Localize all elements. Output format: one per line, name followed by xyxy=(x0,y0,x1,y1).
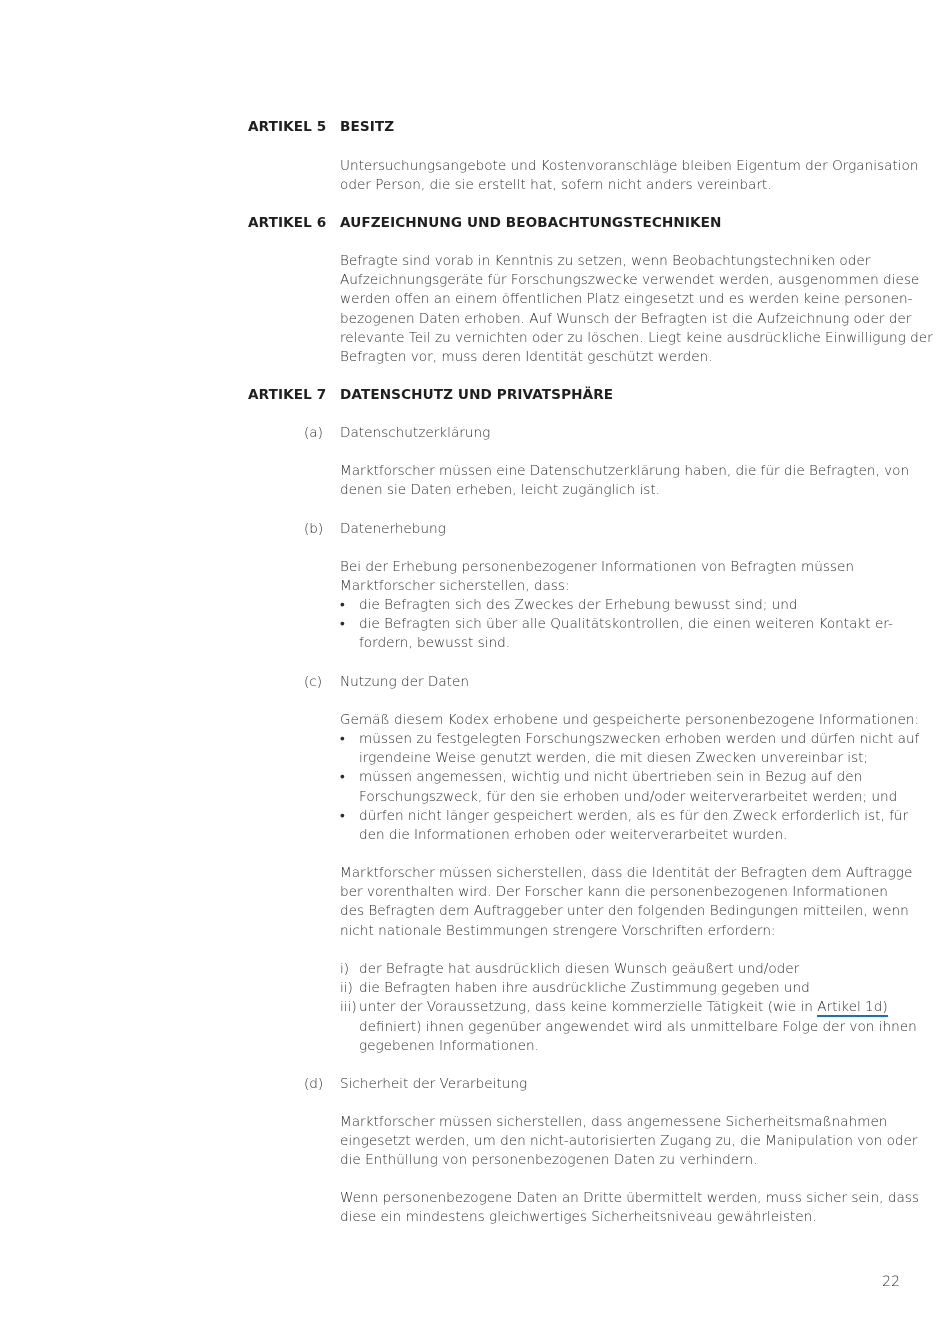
section-a-heading xyxy=(300,424,800,444)
section-label: (d) xyxy=(304,1076,324,1092)
article-1d-link[interactable]: Artikel 1d) xyxy=(817,999,888,1016)
bullet-icon: • xyxy=(340,597,345,613)
section-a-text xyxy=(340,462,910,500)
bullet-icon: • xyxy=(340,769,345,786)
text-line: die Befragten sich über alle Qualitätskontrollen, die einen weiteren Kontakt er- xyxy=(359,616,893,633)
text-line: denen sie Daten erheben, leicht zugänglich ist. xyxy=(340,482,660,499)
text-line: werden offen an einem öffentlichen Platz eingesetzt und es werden keine personen- xyxy=(340,291,913,308)
list-item xyxy=(340,979,900,998)
list-item xyxy=(340,960,900,979)
text-line: ber vorenthalten wird. Der Forscher kann die personenbezogenen Informationen xyxy=(340,884,888,901)
article-number: ARTIKEL 6 xyxy=(248,215,327,231)
section-title: Sicherheit der Verarbeitung xyxy=(340,1076,528,1092)
text-line: Forschungszweck, für den sie erhoben und/oder weiterverarbeitet werden; und xyxy=(359,788,898,805)
section-c-intro xyxy=(340,711,920,730)
text-line: der Befragte hat ausdrücklich diesen Wunsch geäußert und/oder xyxy=(359,961,800,977)
text-line: fordern, bewusst sind. xyxy=(359,635,511,652)
article-number: ARTIKEL 5 xyxy=(248,119,327,135)
section-c-bullet-list xyxy=(340,730,920,845)
section-b-bullet-list xyxy=(340,596,900,654)
text-line: Befragten vor, muss deren Identität geschützt werden. xyxy=(340,348,713,365)
text-line: Untersuchungsangebote und Kostenvoranschläge bleiben Eigentum der Organisation xyxy=(340,158,919,174)
text-line: Aufzeichnungsgeräte für Forschungszwecke verwendet werden, ausgenommen diese xyxy=(340,272,920,289)
section-label: (c) xyxy=(304,674,323,690)
list-item xyxy=(340,807,909,845)
text-line xyxy=(359,998,900,1017)
section-title: Nutzung der Daten xyxy=(340,674,469,690)
text-line: die Befragten sich des Zweckes der Erhebung bewusst sind; und xyxy=(359,597,798,613)
text-line: definiert) ihnen gegenüber angewendet wird als unmittelbare Folge der von ihnen xyxy=(359,1018,917,1035)
text-line: müssen angemessen, wichtig und nicht übertrieben sein in Bezug auf den xyxy=(359,769,863,786)
text-line: müssen zu festgelegten Forschungszwecken erhoben werden und dürfen nicht auf xyxy=(359,731,920,747)
article-7-heading xyxy=(248,386,928,406)
article-number: ARTIKEL 7 xyxy=(248,387,327,403)
list-number: i) xyxy=(340,961,350,977)
article-5-text xyxy=(340,157,919,195)
section-c-roman-list xyxy=(340,960,917,1056)
text-line: Marktforscher müssen eine Datenschutzerklärung haben, die für die Befragten, von xyxy=(340,463,910,479)
article-5-heading xyxy=(248,118,928,138)
text-line: Bei der Erhebung personenbezogener Informationen von Befragten müssen xyxy=(340,559,854,575)
text-line: relevante Teil zu vernichten oder zu löschen. Liegt keine ausdrückliche Einwilligung der xyxy=(340,329,933,346)
article-title: BESITZ xyxy=(340,119,395,135)
text-line: Wenn personenbezogene Daten an Dritte übermittelt werden, muss sicher sein, dass xyxy=(340,1190,919,1206)
text-line: Marktforscher müssen sicherstellen, dass angemessene Sicherheitsmaßnahmen xyxy=(340,1114,888,1130)
bullet-icon: • xyxy=(340,616,345,633)
article-6-text xyxy=(340,252,933,367)
page-number: 22 xyxy=(882,1274,900,1290)
text-line: bezogenen Daten erhoben. Auf Wunsch der Befragten ist die Aufzeichnung oder der xyxy=(340,310,912,327)
article-6-heading xyxy=(248,214,928,234)
bullet-icon: • xyxy=(340,807,345,824)
text-line: die Befragten haben ihre ausdrückliche Zustimmung gegeben und xyxy=(359,980,810,997)
section-d-paragraph-1 xyxy=(340,1113,918,1171)
section-title: Datenschutzerklärung xyxy=(340,425,491,441)
section-d-heading xyxy=(300,1075,800,1095)
text-fragment: unter der Voraussetzung, dass keine kommerzielle Tätigkeit (wie in xyxy=(359,999,818,1016)
text-line: nicht nationale Bestimmungen strengere Vorschriften erfordern: xyxy=(340,922,776,939)
text-line: Marktforscher müssen sicherstellen, dass die Identität der Befragten dem Auftragge xyxy=(340,865,913,881)
text-line: oder Person, die sie erstellt hat, sofern nicht anders vereinbart. xyxy=(340,177,772,194)
text-line: Befragte sind vorab in Kenntnis zu setzen, wenn Beobachtungstechniken oder xyxy=(340,253,871,269)
text-line: den die Informationen erhoben oder weiterverarbeitet wurden. xyxy=(359,826,788,843)
section-c-paragraph xyxy=(340,864,913,941)
text-line: eingesetzt werden, um den nicht-autorisierten Zugang zu, die Manipulation von oder xyxy=(340,1133,918,1150)
list-number: iii) xyxy=(340,999,357,1016)
section-b-intro xyxy=(340,558,900,596)
section-label: (b) xyxy=(304,521,324,537)
article-title: AUFZEICHNUNG UND BEOBACHTUNGSTECHNIKEN xyxy=(340,215,722,231)
list-number: ii) xyxy=(340,980,353,997)
text-line: die Enthüllung von personenbezogenen Daten zu verhindern. xyxy=(340,1152,758,1169)
text-line: Gemäß diesem Kodex erhobene und gespeicherte personenbezogene Informationen: xyxy=(340,712,920,728)
section-title: Datenerhebung xyxy=(340,521,446,537)
list-item xyxy=(340,768,900,806)
text-line: gegebenen Informationen. xyxy=(359,1037,539,1054)
list-item xyxy=(340,730,920,768)
text-line: dürfen nicht länger gespeichert werden, als es für den Zweck erforderlich ist, für xyxy=(359,807,909,824)
section-label: (a) xyxy=(304,425,323,441)
text-line: des Befragten dem Auftraggeber unter den folgenden Bedingungen mitteilen, wenn xyxy=(340,903,909,920)
section-b-heading xyxy=(300,520,800,540)
text-line: irgendeine Weise genutzt werden, die mit diesen Zwecken unvereinbar ist; xyxy=(359,750,869,767)
list-item xyxy=(340,615,900,653)
list-item xyxy=(340,998,917,1056)
list-item xyxy=(340,596,900,615)
text-line: diese ein mindestens gleichwertiges Sicherheitsniveau gewährleisten. xyxy=(340,1209,817,1226)
article-title: DATENSCHUTZ UND PRIVATSPHÄRE xyxy=(340,387,614,403)
section-c-heading xyxy=(300,673,800,693)
section-d-paragraph-2 xyxy=(340,1189,919,1227)
bullet-icon: • xyxy=(340,731,345,747)
text-line: Marktforscher sicherstellen, dass: xyxy=(340,578,570,595)
